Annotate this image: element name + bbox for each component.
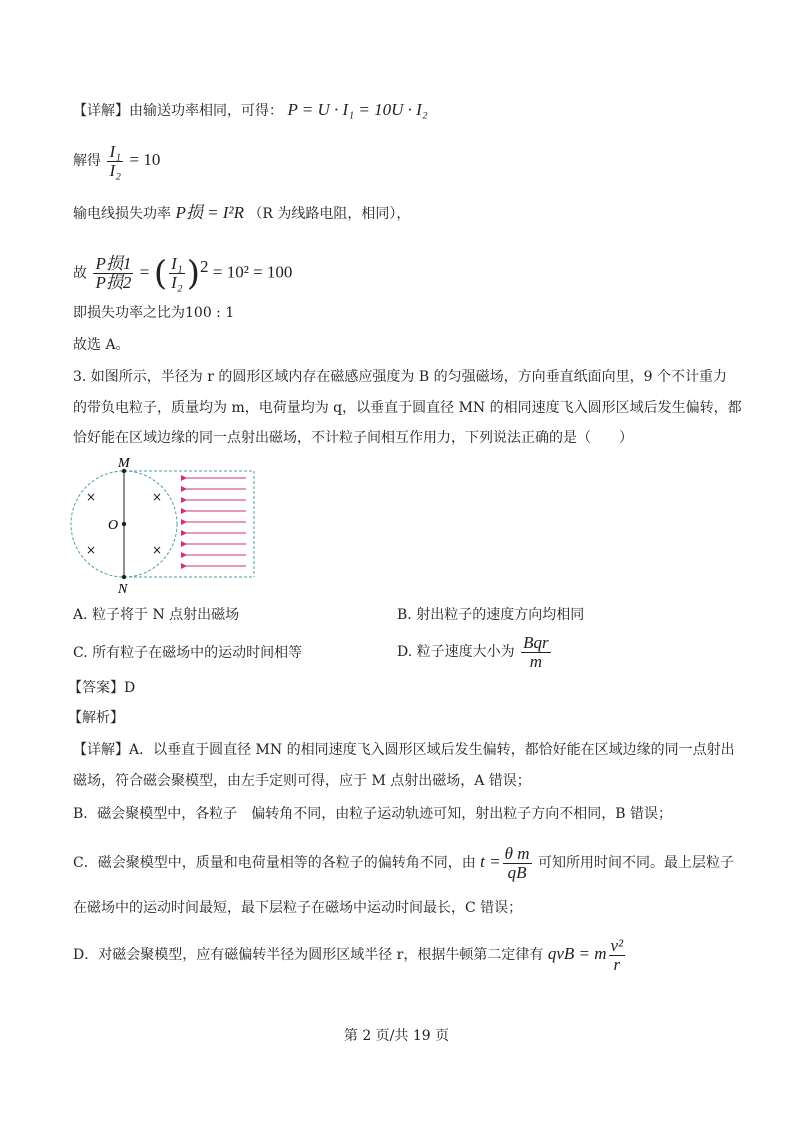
label-n: N (118, 582, 128, 595)
option-a: A. 粒子将于 N 点射出磁场 (73, 607, 240, 623)
label-o: O (108, 518, 119, 533)
analysis-a-line-2: 磁场，符合磁会聚模型，由左手定则可得，应于 M 点射出磁场，A 错误； (73, 773, 531, 789)
analysis-c-line-1: C．磁会聚模型中，质量和电荷量相等的各粒子的偏转角不同，由 t = $\frac{\text{θ m}}{qB}$ 可知所用时间不同。最上层粒子 (73, 843, 734, 882)
analysis-d-line: D．对磁会聚模型，应有磁偏转半径为圆形区域半径 r，根据牛顿第二定律有 qvB = m $\frac{\text{v²}}{r}$ (73, 935, 624, 974)
fraction-denominator: P损2 (95, 273, 132, 293)
point-o (122, 522, 126, 526)
analysis-label: 【解析】 (68, 710, 124, 726)
page-footer: 第 2 页/共 19 页 (343, 1028, 450, 1044)
fraction-numerator: θ m (504, 843, 530, 863)
solve-line (73, 140, 160, 181)
option-c: C. 所有粒子在磁场中的运动时间相等 (73, 645, 303, 661)
loss-ratio-fraction (93, 255, 133, 292)
ratio-conclusion: 即损失功率之比为100 : 1 (73, 305, 235, 321)
newton-formula-lhs: qvB = m (547, 944, 607, 963)
analysis-b-line: B．磁会聚模型中，各粒子 偏转角不同，由粒子运动轨迹可知，射出粒子方向不相同，B 错误； (73, 806, 673, 822)
fraction-numerator: P损1 (95, 254, 132, 274)
answer-line: 【答案】D (68, 680, 136, 696)
particle-velocity-arrows (186, 478, 246, 566)
fraction-denominator: r (613, 954, 621, 974)
current-ratio-fraction (107, 143, 123, 180)
speed-fraction (521, 634, 551, 671)
fraction-denominator: m (529, 651, 542, 671)
loss-power-note: （R 为线路电阻，相同）， (248, 206, 411, 222)
detail-line-1 (73, 100, 428, 121)
solve-rhs: = 10 (129, 150, 161, 169)
solve-label: 解得 (73, 153, 101, 169)
detail-text: 由输送功率相同，可得： (129, 103, 283, 119)
magnetic-field-figure (66, 455, 261, 595)
loss-power-formula: P损 = I²R (175, 203, 244, 222)
fraction-numerator: Bqr (523, 632, 549, 652)
option-b: B. 射出粒子的速度方向均相同 (397, 607, 585, 623)
analysis-a-line-1: 【详解】A．以垂直于圆直径 MN 的相同速度飞入圆形区域后发生偏转，都恰好能在区域边缘的同一点射出 (73, 742, 735, 758)
ratio-label: 故 (73, 265, 87, 282)
field-cross: × (152, 543, 163, 557)
choice-line: 故选 A。 (73, 337, 130, 353)
question-3-line-3: 恰好能在区域边缘的同一点射出磁场，不计粒子间相互作用力，下列说法正确的是（ ） (73, 430, 633, 446)
detail-label: 【详解】 (73, 103, 129, 119)
loss-power-line (73, 203, 410, 224)
power-equation: P = U · I₁ = 10U · I₂ (287, 100, 428, 119)
fraction-denominator: qB (507, 862, 527, 882)
fraction-numerator: I₁ (109, 141, 122, 161)
field-cross: × (86, 543, 97, 557)
ratio-rhs: = 10² = 100 (212, 262, 293, 282)
field-cross: × (86, 490, 97, 504)
fraction-numerator: v² (610, 935, 624, 955)
newton-fraction (609, 937, 626, 974)
current-ratio-fraction (169, 255, 185, 292)
fraction-numerator: I₁ (171, 254, 183, 274)
fraction-denominator: I₂ (109, 160, 122, 180)
analysis-c-line-2: 在磁场中的运动时间最短，最下层粒子在磁场中运动时间最长，C 错误； (73, 900, 523, 916)
time-formula-lhs: t = (480, 852, 501, 871)
loss-power-text: 输电线损失功率 (73, 206, 171, 222)
option-d-text: D. 粒子速度大小为 (397, 644, 515, 660)
time-fraction (503, 845, 532, 882)
label-m: M (118, 456, 130, 471)
ratio-line: 故 $\frac{\text{P损1}}{\text{P损2}}$ = ( $\frac{\text{I₁}}{\text{I₂}}$ )$^2$ = 10² = 100 (73, 253, 293, 294)
question-3-line-1: 3. 如图所示，半径为 r 的圆形区域内存在磁感应强度为 B 的匀强磁场，方向垂直纸面向里，9 个不计重力 (73, 369, 727, 385)
field-cross: × (152, 490, 163, 504)
question-3-line-2: 的带负电粒子，质量均为 m，电荷量均为 q，以垂直于圆直径 MN 的相同速度飞入圆形区域后发生偏转，都 (73, 400, 742, 416)
point-n (122, 575, 126, 579)
option-d (397, 630, 553, 674)
fraction-denominator: I₂ (171, 273, 183, 293)
